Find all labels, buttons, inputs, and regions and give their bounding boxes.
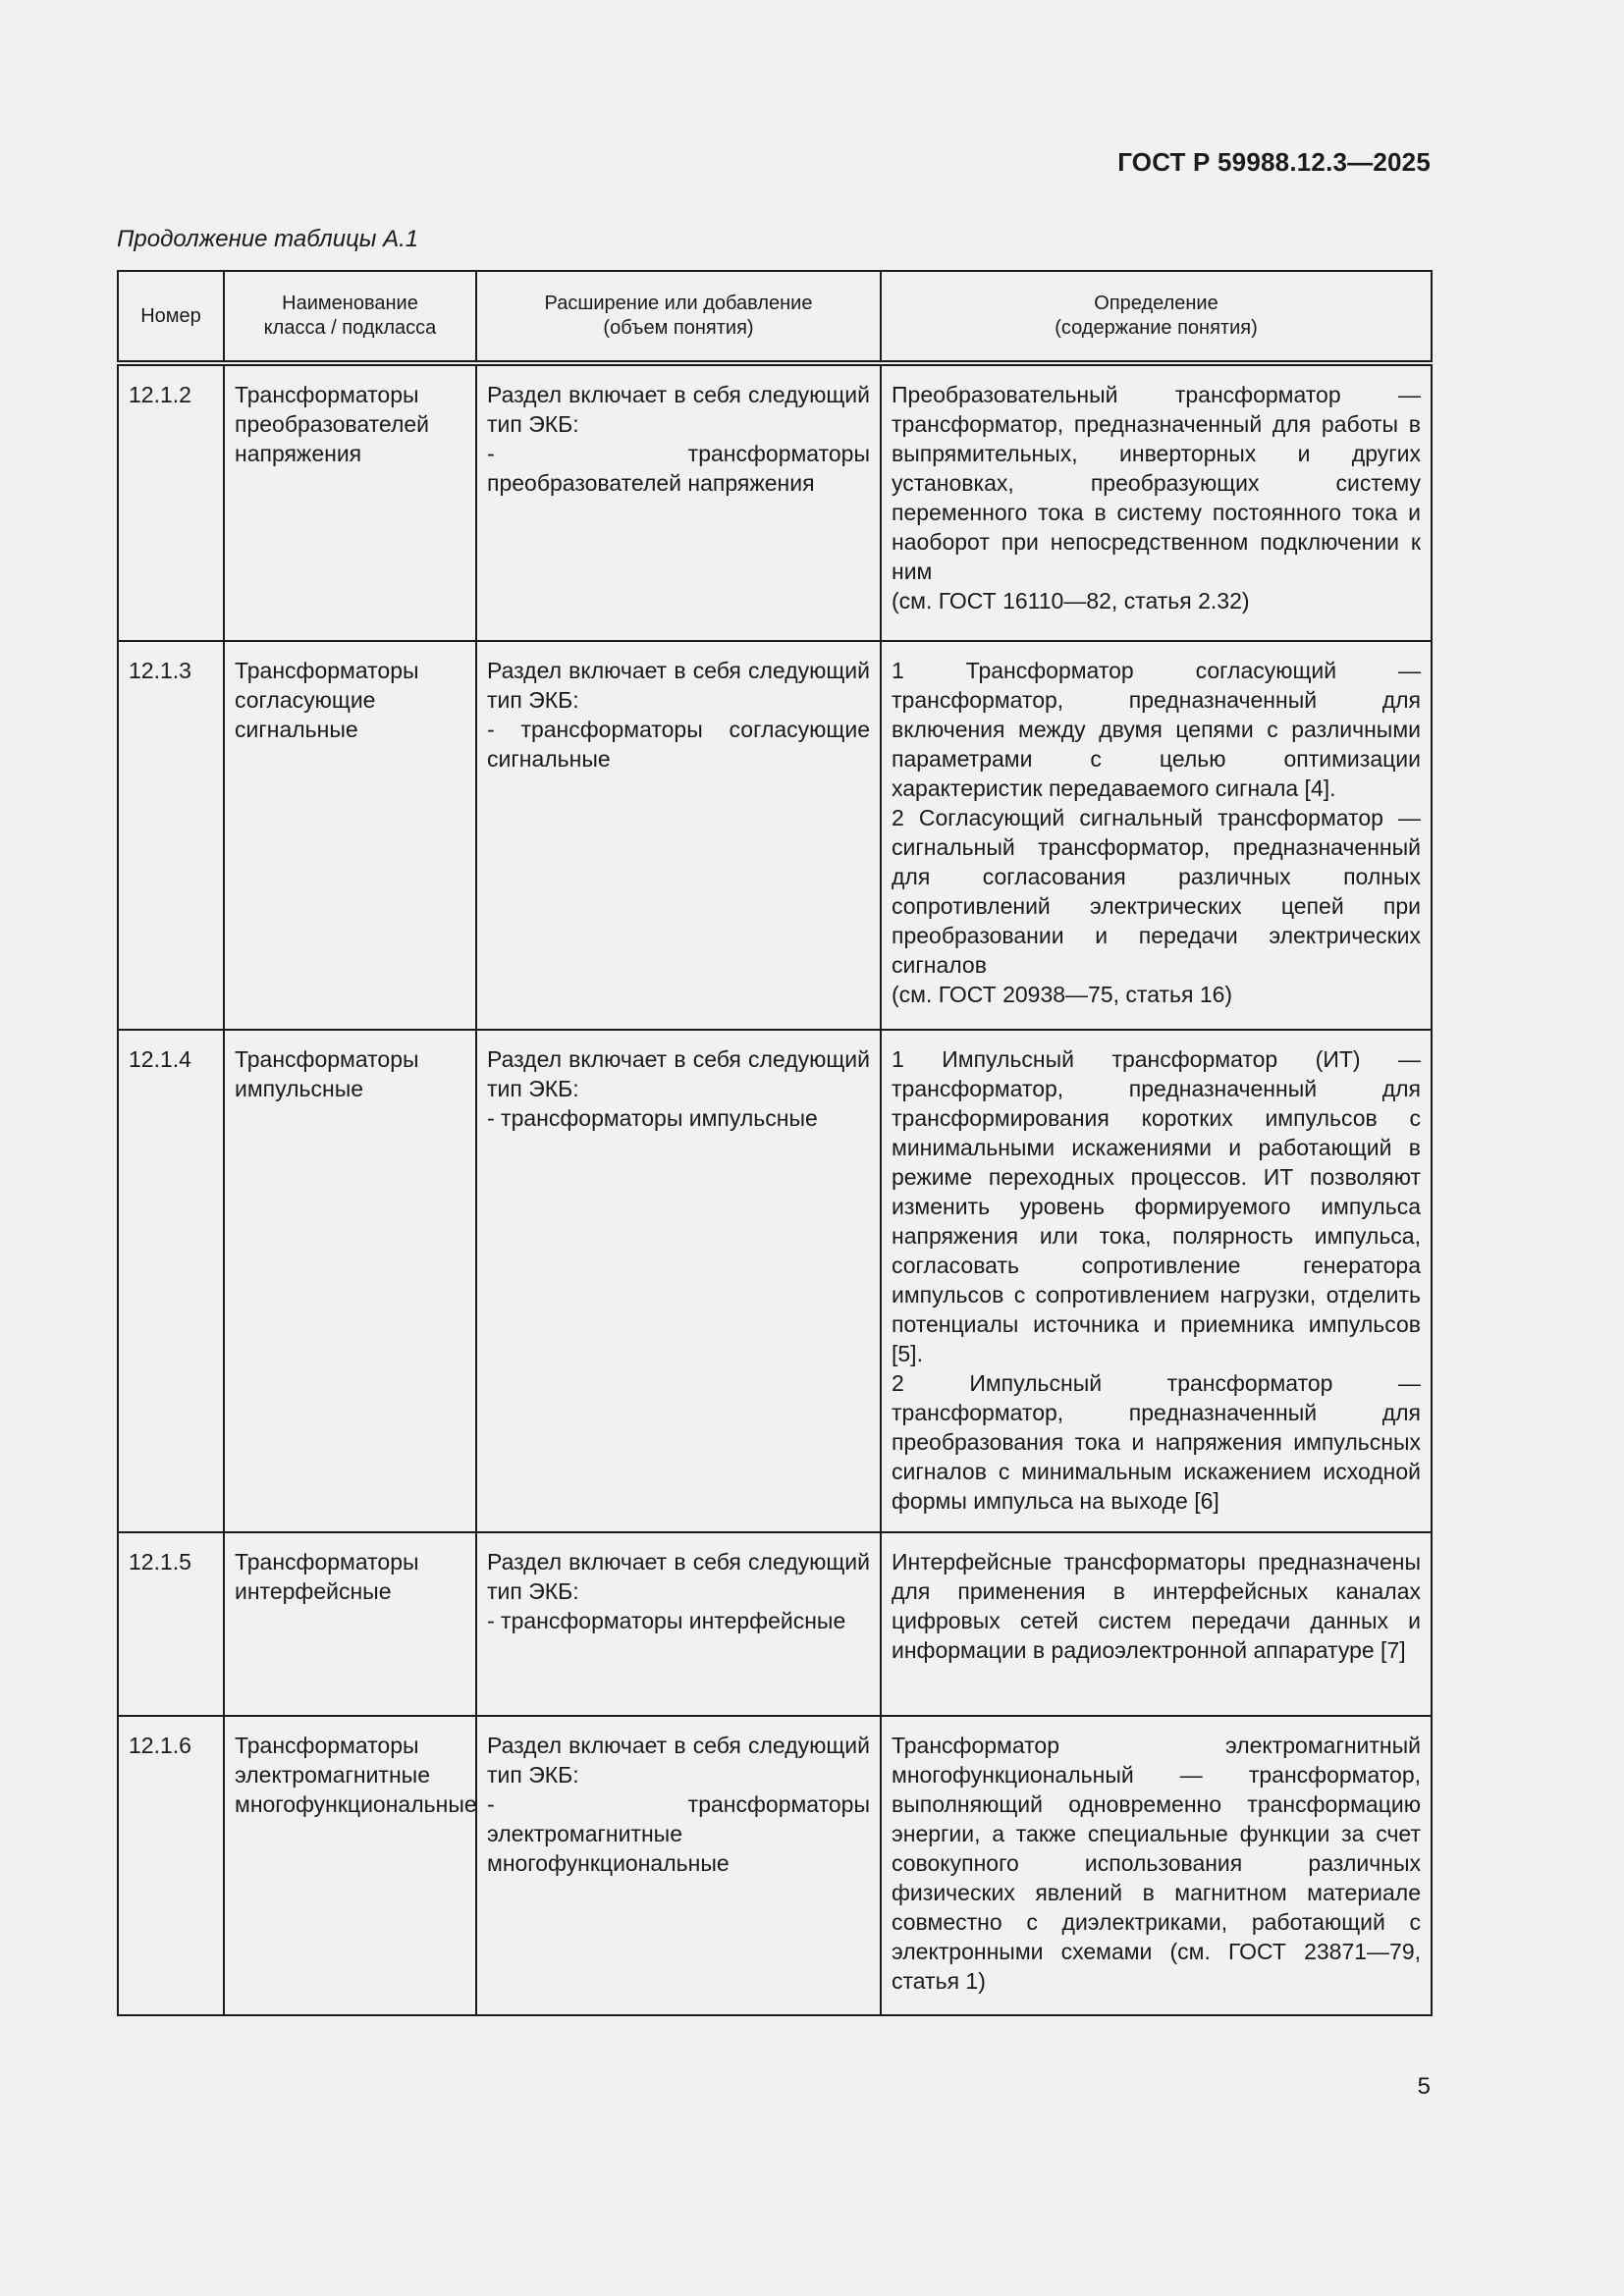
extension-intro: Раздел включает в себя следующий тип ЭКБ: (487, 382, 870, 437)
extension-cell (476, 1716, 881, 2015)
class-name: Трансформаторы импульсные (224, 1030, 476, 1532)
definition-paragraph: Интерфейсные трансформаторы предназначены для применения в интерфейсных каналах цифровых сетей систем передачи данных и информации в радиоэлектронной аппаратуре [7] (892, 1549, 1421, 1663)
extension-item: - трансформаторы электромагнитные многофункциональные (487, 1791, 870, 1876)
row-number: 12.1.3 (118, 641, 224, 1030)
definition-cell (881, 641, 1432, 1030)
header-class-name: Наименование класса / подкласса (224, 271, 476, 363)
table-row (118, 641, 1432, 1030)
class-name: Трансформаторы согласующие сигнальные (224, 641, 476, 1030)
row-number: 12.1.2 (118, 363, 224, 641)
extension-cell (476, 1030, 881, 1532)
class-name: Трансформаторы электромагнитные многофункциональные (224, 1716, 476, 2015)
row-number: 12.1.4 (118, 1030, 224, 1532)
definition-cell (881, 363, 1432, 641)
definition-cell (881, 1030, 1432, 1532)
definition-paragraph: Преобразовательный трансформатор — трансформатор, предназначенный для работы в выпрямительных, инверторных и других установках, преобразующих систему переменного тока в систему постоянного тока и наоборот при непосредственном подключении к ним (892, 382, 1421, 584)
extension-intro: Раздел включает в себя следующий тип ЭКБ: (487, 1733, 870, 1788)
extension-intro: Раздел включает в себя следующий тип ЭКБ: (487, 658, 870, 713)
table-row (118, 1532, 1432, 1716)
definition-reference: (см. ГОСТ 16110—82, статья 2.32) (892, 588, 1250, 614)
header-number: Номер (118, 271, 224, 363)
class-name: Трансформаторы интерфейсные (224, 1532, 476, 1716)
extension-intro: Раздел включает в себя следующий тип ЭКБ: (487, 1549, 870, 1604)
classification-table (117, 270, 1433, 2016)
table-caption: Продолжение таблицы А.1 (117, 226, 419, 252)
row-number: 12.1.6 (118, 1716, 224, 2015)
table-row (118, 1716, 1432, 2015)
class-name: Трансформаторы преобразователей напряжения (224, 363, 476, 641)
document-code: ГОСТ Р 59988.12.3—2025 (1117, 147, 1431, 177)
definition-reference: (см. ГОСТ 20938—75, статья 16) (892, 982, 1233, 1007)
extension-item: - трансформаторы согласующие сигнальные (487, 717, 870, 772)
header-extension: Расширение или добавление (объем понятия) (476, 271, 881, 363)
page-number: 5 (1417, 2073, 1431, 2100)
row-number: 12.1.5 (118, 1532, 224, 1716)
table-row (118, 363, 1432, 641)
definition-paragraph: 1 Импульсный трансформатор (ИТ) — трансформатор, предназначенный для трансформирования коротких импульсов с минимальными искажениями и работающий в режиме переходных процессов. ИТ позволяют изменить уровень формируемого импульса напряжения или тока, полярность импульса, согласовать сопротивление генератора импульсов с сопротивлением нагрузки, отделить потенциалы источника и приемника импульсов [5]. (892, 1046, 1421, 1366)
extension-item: - трансформаторы интерфейсные (487, 1608, 846, 1633)
extension-cell (476, 641, 881, 1030)
extension-item: - трансформаторы импульсные (487, 1105, 818, 1131)
extension-cell (476, 363, 881, 641)
extension-item: - трансформаторы преобразователей напряжения (487, 441, 870, 496)
definition-cell (881, 1716, 1432, 2015)
extension-intro: Раздел включает в себя следующий тип ЭКБ: (487, 1046, 870, 1101)
definition-paragraph: 2 Согласующий сигнальный трансформатор — сигнальный трансформатор, предназначенный для согласования различных полных сопротивлений электрических цепей при преобразовании и передачи электрических сигналов (892, 805, 1421, 978)
table-row (118, 1030, 1432, 1532)
table-header (118, 271, 1432, 363)
definition-paragraph: 1 Трансформатор согласующий — трансформатор, предназначенный для включения между двумя цепями с различными параметрами с целью оптимизации характеристик передаваемого сигнала [4]. (892, 658, 1421, 801)
extension-cell (476, 1532, 881, 1716)
definition-paragraph: 2 Импульсный трансформатор — трансформатор, предназначенный для преобразования тока и напряжения импульсных сигналов с минимальным искажением исходной формы импульса на выходе [6] (892, 1370, 1421, 1514)
definition-paragraph: Трансформатор электромагнитный многофункциональный — трансформатор, выполняющий одновременно трансформацию энергии, а также специальные функции за счет совокупного использования различных физических явлений в магнитном материале совместно с диэлектриками, работающий с электронными схемами (см. ГОСТ 23871—79, статья 1) (892, 1733, 1421, 1994)
definition-cell (881, 1532, 1432, 1716)
header-definition: Определение (содержание понятия) (881, 271, 1432, 363)
